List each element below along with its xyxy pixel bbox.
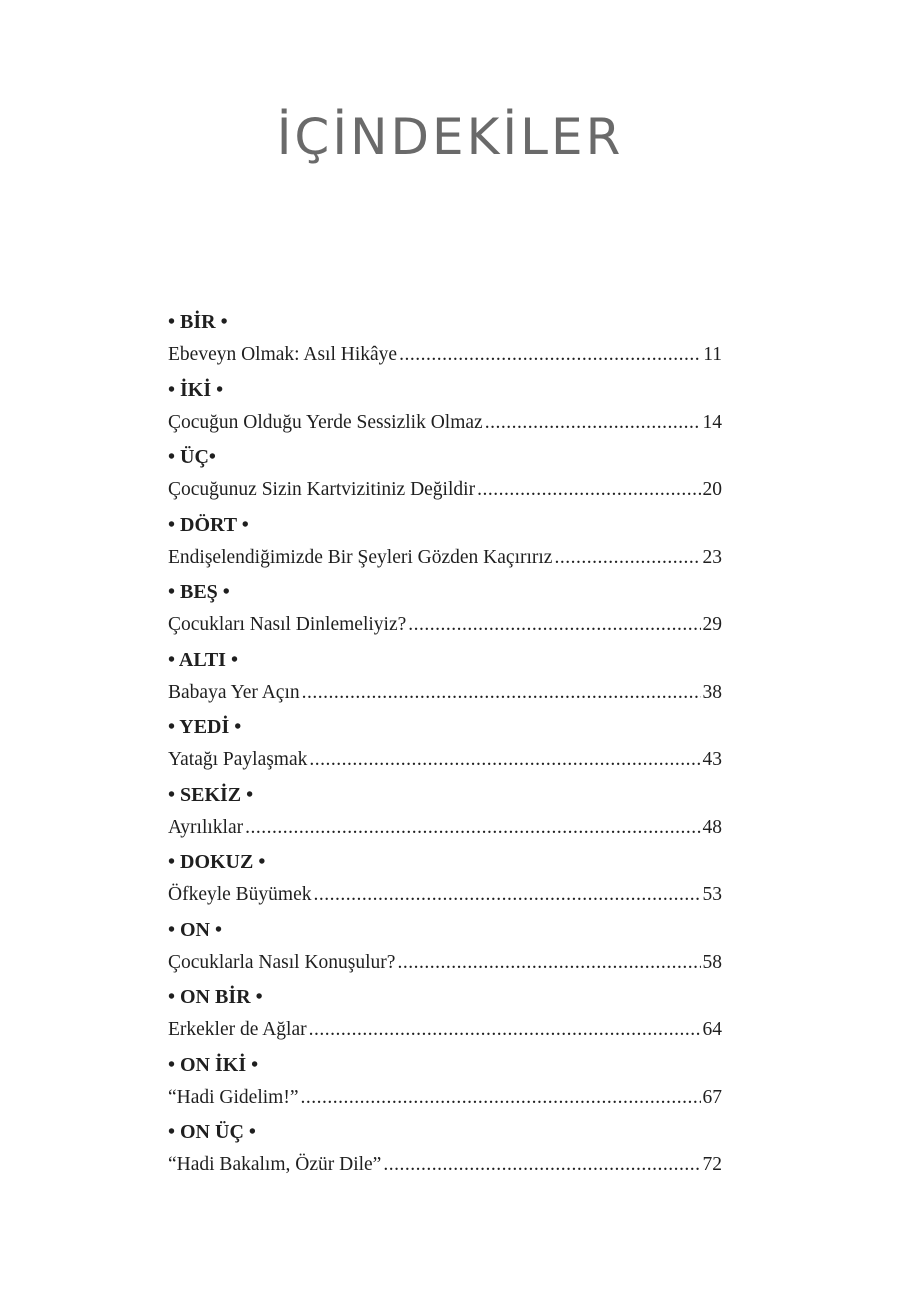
toc-entry <box>168 374 722 442</box>
page-number: 48 <box>702 816 722 838</box>
toc-line[interactable] <box>168 1013 722 1047</box>
dot-leader <box>477 473 700 507</box>
toc-line[interactable] <box>168 946 722 980</box>
dot-leader <box>485 406 701 440</box>
toc-line[interactable] <box>168 473 722 507</box>
page-title: İÇİNDEKİLER <box>276 108 624 166</box>
page-number: 29 <box>702 614 722 635</box>
page-number: 38 <box>702 681 722 703</box>
chapter-number: • ON • <box>168 918 223 941</box>
chapter-title: Babaya Yer Açın <box>168 681 300 703</box>
chapter-title: Çocuklarla Nasıl Konuşulur? <box>168 951 396 973</box>
chapter-title: Erkekler de Ağlar <box>168 1019 307 1040</box>
toc-line[interactable] <box>168 878 722 912</box>
page-number: 72 <box>702 1154 722 1175</box>
page-number: 43 <box>702 749 722 770</box>
page-number: 67 <box>702 1086 722 1108</box>
dot-leader <box>554 541 700 575</box>
chapter-title: Çocuğunuz Sizin Kartvizitiniz Değildir <box>168 479 476 500</box>
chapter-title: Öfkeyle Büyümek <box>168 884 312 905</box>
dot-leader <box>314 878 701 912</box>
toc-entry <box>168 306 722 374</box>
chapter-title: “Hadi Gidelim!” <box>168 1086 299 1108</box>
chapter-number: • BİR • <box>168 311 228 333</box>
toc-line[interactable] <box>168 541 722 575</box>
toc-entry <box>168 1116 722 1184</box>
toc-entry <box>168 441 722 509</box>
toc-entry <box>168 1049 722 1117</box>
table-of-contents <box>168 306 722 1184</box>
toc-line[interactable] <box>168 1081 722 1115</box>
toc-line[interactable] <box>168 676 722 710</box>
chapter-number: • ON İKİ • <box>168 1053 259 1076</box>
chapter-number: • BEŞ • <box>168 581 230 603</box>
chapter-number: • DOKUZ • <box>168 851 266 873</box>
chapter-title: “Hadi Bakalım, Özür Dile” <box>168 1154 382 1175</box>
dot-leader <box>399 338 701 372</box>
dot-leader <box>383 1148 700 1182</box>
toc-entry <box>168 779 722 847</box>
dot-leader <box>309 1013 701 1047</box>
chapter-number: • İKİ • <box>168 378 224 401</box>
toc-line[interactable] <box>168 338 722 372</box>
toc-entry <box>168 914 722 982</box>
toc-line[interactable] <box>168 811 722 845</box>
page-number: 58 <box>702 951 722 973</box>
dot-leader <box>302 676 701 710</box>
dot-leader <box>245 811 700 845</box>
dot-leader <box>397 946 700 980</box>
page-number: 23 <box>702 546 722 568</box>
chapter-number: • YEDİ • <box>168 716 242 738</box>
toc-entry <box>168 846 722 914</box>
toc-line[interactable] <box>168 743 722 777</box>
toc-line[interactable] <box>168 406 722 440</box>
chapter-number: • DÖRT • <box>168 513 249 536</box>
page-number: 20 <box>702 479 722 500</box>
toc-line[interactable] <box>168 608 722 642</box>
chapter-number: • SEKİZ • <box>168 783 254 806</box>
page-number: 11 <box>703 344 722 365</box>
chapter-title: Ebeveyn Olmak: Asıl Hikâye <box>168 344 398 365</box>
chapter-title: Endişelendiğimizde Bir Şeyleri Gözden Kaçırırız <box>168 546 553 568</box>
toc-entry <box>168 644 722 712</box>
chapter-number: • ON ÜÇ • <box>168 1121 256 1143</box>
chapter-title: Çocukları Nasıl Dinlemeliyiz? <box>168 614 407 635</box>
chapter-number: • ALTI • <box>168 648 238 671</box>
toc-entry <box>168 711 722 779</box>
chapter-number: • ÜÇ• <box>168 446 216 468</box>
toc-entry <box>168 981 722 1049</box>
dot-leader <box>309 743 700 777</box>
chapter-title: Yatağı Paylaşmak <box>168 749 308 770</box>
dot-leader <box>301 1081 701 1115</box>
page-number: 64 <box>702 1019 722 1040</box>
toc-entry <box>168 576 722 644</box>
chapter-title: Ayrılıklar <box>168 816 244 838</box>
toc-entry <box>168 509 722 577</box>
page-number: 14 <box>702 411 722 433</box>
chapter-number: • ON BİR • <box>168 986 263 1008</box>
page-number: 53 <box>702 884 722 905</box>
dot-leader <box>408 608 700 642</box>
toc-line[interactable] <box>168 1148 722 1182</box>
chapter-title: Çocuğun Olduğu Yerde Sessizlik Olmaz <box>168 411 483 433</box>
